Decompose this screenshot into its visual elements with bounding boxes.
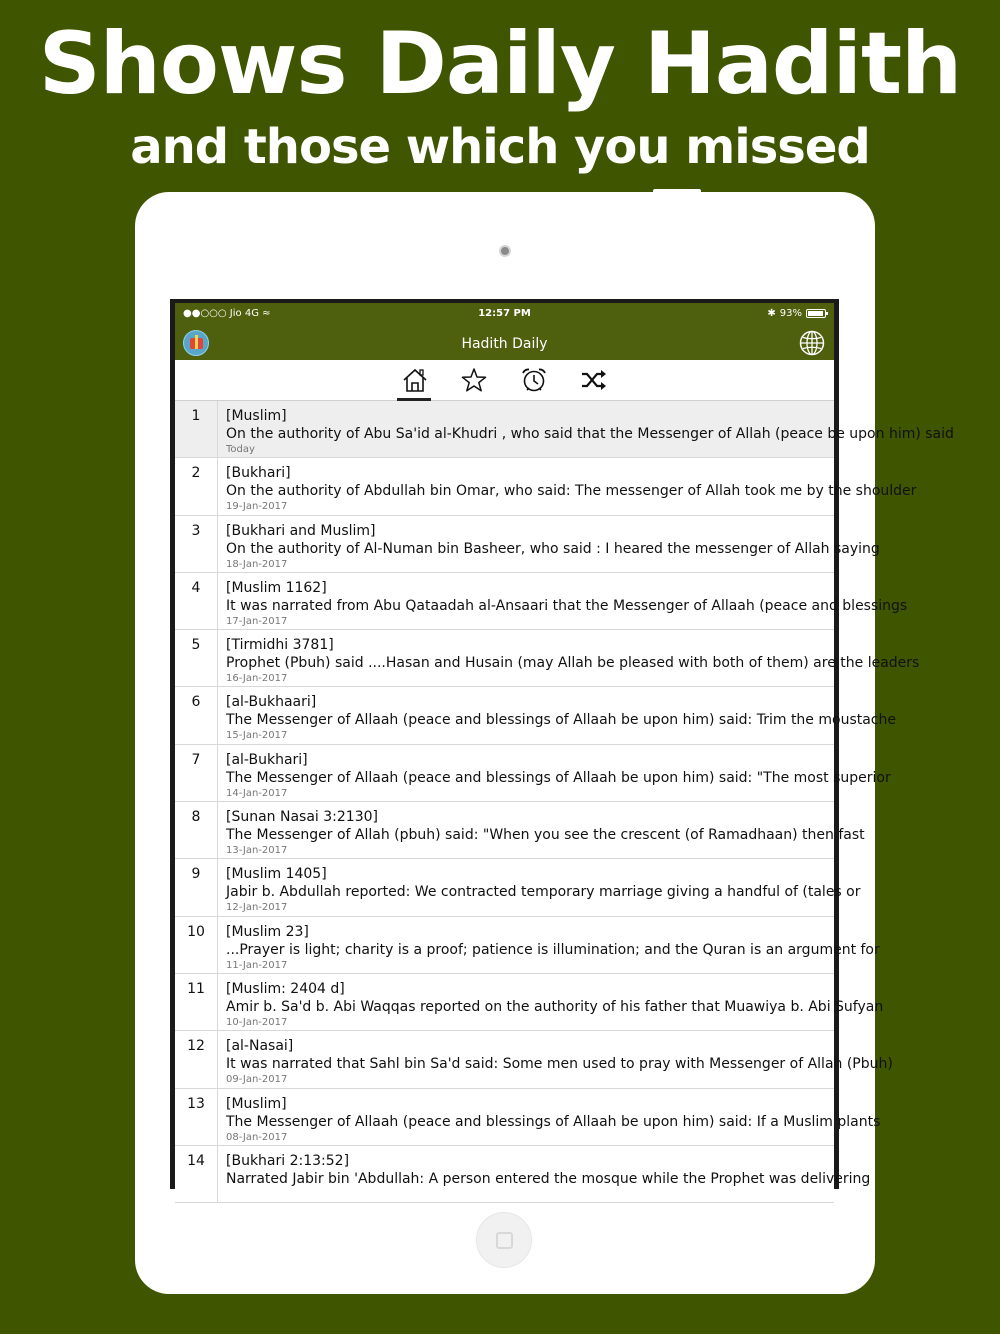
battery-fill (808, 311, 823, 316)
row-source: [Bukhari 2:13:52] (226, 1152, 350, 1169)
row-text: On the authority of Abu Sa'id al-Khudri , who said that the Messenger of Allah (peace be upon him) said (226, 426, 954, 442)
row-text: Jabir b. Abdullah reported: We contracted temporary marriage giving a handful of (tales or (226, 884, 861, 901)
row-date: 19-Jan-2017 (226, 501, 288, 513)
row-number: 5 (175, 630, 218, 686)
row-source: [Bukhari] (226, 465, 291, 482)
row-text: The Messenger of Allaah (peace and blessings of Allaah be upon him) said: "The most superior (226, 769, 891, 786)
row-source: [Muslim] (226, 408, 287, 424)
row-number: 6 (175, 687, 218, 743)
tablet-sleep-button (653, 189, 701, 194)
row-text: The Messenger of Allah (pbuh) said: "When you see the crescent (of Ramadhaan) then fast (226, 827, 865, 844)
star-icon (461, 367, 487, 393)
tab-shuffle[interactable] (575, 364, 609, 398)
app-bar (175, 303, 834, 360)
row-source: [Bukhari and Muslim] (226, 522, 376, 539)
row-number: 9 (175, 859, 218, 915)
status-time: 12:57 PM (478, 308, 531, 319)
row-number: 11 (175, 974, 218, 1030)
row-source: [Muslim: 2404 d] (226, 980, 345, 997)
row-date: 09-Jan-2017 (226, 1074, 288, 1086)
list-item[interactable] (175, 745, 891, 802)
tab-home[interactable] (397, 364, 431, 398)
row-number: 14 (175, 1146, 218, 1202)
tab-alarm[interactable] (516, 364, 550, 398)
app-title: Hadith Daily (461, 336, 548, 352)
row-number: 1 (175, 401, 218, 457)
row-date: 13-Jan-2017 (226, 845, 288, 857)
row-source: [Muslim 1162] (226, 579, 327, 596)
list-item[interactable] (175, 859, 861, 916)
list-item[interactable] (175, 974, 884, 1031)
row-text: On the authority of Al-Numan bin Basheer, who said : I heared the messenger of Allah saying (226, 540, 880, 557)
row-text: ...Prayer is light; charity is a proof; patience is illumination; and the Quran is an argument for (226, 941, 880, 958)
list-item[interactable] (175, 1089, 881, 1146)
battery-percent: 93% (779, 308, 802, 319)
list-item[interactable] (175, 917, 880, 974)
row-text: On the authority of Abdullah bin Omar, who said: The messenger of Allah took me by the shoulder (226, 483, 917, 500)
row-text: The Messenger of Allaah (peace and blessings of Allaah be upon him) said: If a Muslim plants (226, 1113, 881, 1130)
row-text: Prophet (Pbuh) said ....Hasan and Husain (may Allah be pleased with both of them) are the leaders (226, 655, 920, 672)
list-item[interactable] (175, 458, 917, 515)
list-item[interactable] (175, 802, 865, 859)
row-source: [Sunan Nasai 3:2130] (226, 809, 378, 826)
status-right (767, 308, 826, 319)
globe-icon[interactable] (799, 330, 825, 356)
row-source: [al-Bukhaari] (226, 694, 317, 711)
list-item[interactable] (175, 1146, 871, 1203)
promo-headline: Shows Daily Hadith (38, 14, 962, 114)
row-date: 12-Jan-2017 (226, 902, 288, 914)
row-source: [Muslim 1405] (226, 866, 327, 883)
row-source: [al-Bukhari] (226, 751, 308, 768)
bluetooth-icon: ✱ (767, 308, 776, 319)
row-number: 10 (175, 917, 218, 973)
battery-icon (806, 309, 826, 318)
row-date: 08-Jan-2017 (226, 1131, 288, 1143)
list-item[interactable] (175, 573, 908, 630)
camera-icon (499, 245, 511, 257)
list-item[interactable] (175, 516, 880, 573)
shuffle-icon (580, 367, 606, 393)
row-source: [Muslim] (226, 1095, 287, 1112)
row-number: 3 (175, 516, 218, 572)
row-date: 18-Jan-2017 (226, 558, 288, 570)
row-date: 11-Jan-2017 (226, 959, 288, 971)
hadith-list (175, 401, 954, 1203)
home-icon (402, 367, 428, 393)
alarm-clock-icon (521, 367, 547, 393)
row-number: 8 (175, 802, 218, 858)
list-item[interactable] (175, 687, 896, 744)
row-date: 10-Jan-2017 (226, 1016, 288, 1028)
row-source: [Muslim 23] (226, 923, 309, 940)
row-date: 16-Jan-2017 (226, 673, 288, 685)
promo-subline: and those which you missed (130, 119, 870, 175)
row-date: 15-Jan-2017 (226, 730, 288, 742)
wifi-icon: ≈ (262, 308, 271, 319)
row-date: Today (226, 444, 255, 455)
row-text: It was narrated that Sahl bin Sa'd said: Some men used to pray with Messenger of Allah (Pbuh) (226, 1056, 893, 1073)
tablet-home-button[interactable] (476, 1212, 532, 1268)
row-source: [Tirmidhi 3781] (226, 637, 334, 654)
home-button-square-icon (496, 1232, 513, 1249)
list-item[interactable] (175, 401, 954, 458)
row-text: Narrated Jabir bin 'Abdullah: A person entered the mosque while the Prophet was delivering (226, 1170, 871, 1187)
carrier-label: ●●○○○ Jio 4G (183, 308, 259, 319)
row-number: 4 (175, 573, 218, 629)
row-text: The Messenger of Allaah (peace and blessings of Allaah be upon him) said: Trim the moustache (226, 712, 896, 729)
row-number: 13 (175, 1089, 218, 1145)
row-number: 12 (175, 1031, 218, 1087)
row-number: 7 (175, 745, 218, 801)
row-date: 17-Jan-2017 (226, 615, 288, 627)
tablet-screen (170, 299, 954, 1189)
list-item[interactable] (175, 630, 920, 687)
row-number: 2 (175, 458, 218, 514)
tab-favorites[interactable] (456, 364, 490, 398)
row-source: [al-Nasai] (226, 1038, 294, 1055)
row-text: Amir b. Sa'd b. Abi Waqqas reported on the authority of his father that Muawiya b. Abi Sufyan (226, 998, 884, 1015)
list-item[interactable] (175, 1031, 893, 1088)
tab-bar (175, 360, 834, 401)
row-text: It was narrated from Abu Qataadah al-Ansaari that the Messenger of Allaah (peace and blessings (226, 597, 908, 614)
row-date: 14-Jan-2017 (226, 787, 288, 799)
